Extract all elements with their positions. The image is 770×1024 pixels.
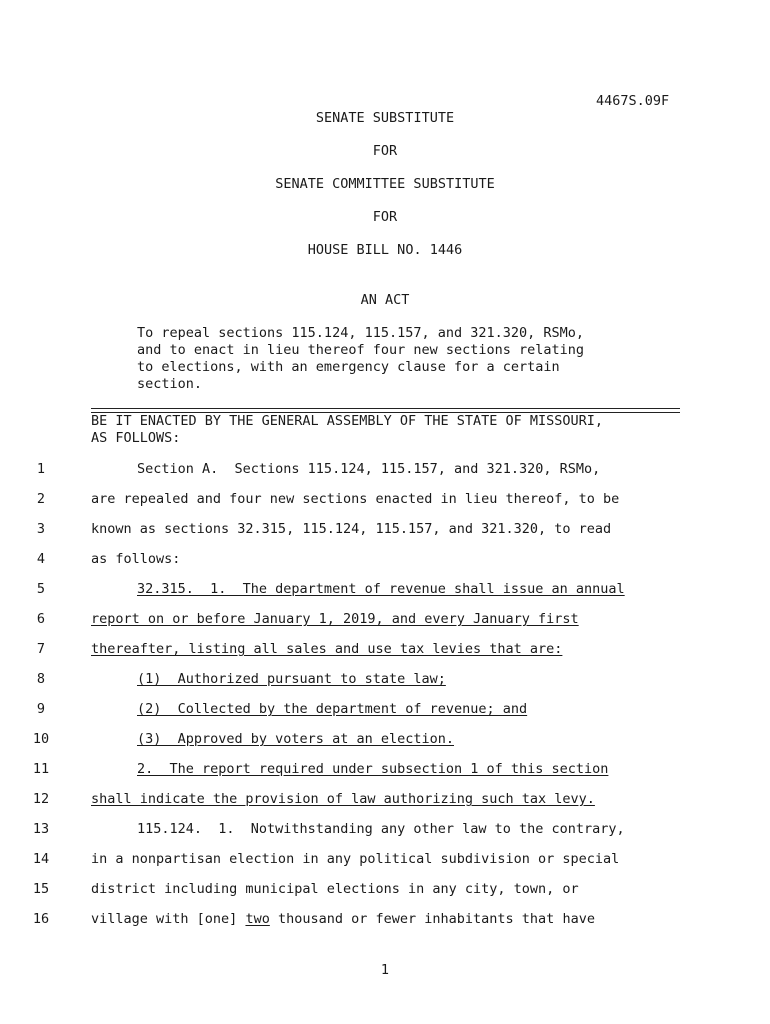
body-line (0, 551, 770, 581)
line-text: are repealed and four new sections enacted in lieu thereof, to be (91, 491, 620, 507)
body-line (0, 911, 770, 941)
line-number: 7 (36, 641, 46, 657)
heading-for-1: FOR (372, 143, 398, 159)
body-line (0, 521, 770, 551)
body-line (0, 701, 770, 731)
line-text-inserted: (2) Collected by the department of revenue; and (137, 701, 528, 717)
line-text-inserted: (1) Authorized pursuant to state law; (137, 671, 446, 687)
enacting-clause (91, 413, 603, 447)
enacting-line: AS FOLLOWS: (91, 430, 181, 446)
line-number: 10 (32, 731, 50, 747)
body-line (0, 611, 770, 641)
line-number: 3 (36, 521, 46, 537)
line-number: 13 (32, 821, 50, 837)
line-number: 11 (32, 761, 50, 777)
line-text-segment: thousand or fewer inhabitants that have (269, 911, 595, 927)
inserted-text: two (245, 911, 270, 927)
body-line (0, 491, 770, 521)
heading-senate-substitute: SENATE SUBSTITUTE (315, 110, 455, 126)
act-summary (137, 325, 657, 393)
line-text-inserted: (3) Approved by voters at an election. (137, 731, 454, 747)
body-line (0, 671, 770, 701)
document-id: 4467S.09F (596, 93, 670, 109)
heading-for-2: FOR (372, 209, 398, 225)
body-line (0, 461, 770, 491)
line-text: district including municipal elections in any city, town, or (91, 881, 579, 897)
body-line (0, 851, 770, 881)
line-text-inserted: shall indicate the provision of law authorizing such tax levy. (91, 791, 595, 807)
line-number: 4 (36, 551, 46, 567)
line-text-inserted: 32.315. 1. The department of revenue shall issue an annual (137, 581, 625, 597)
enacting-line: BE IT ENACTED BY THE GENERAL ASSEMBLY OF THE STATE OF MISSOURI, (91, 413, 604, 429)
summary-line: to elections, with an emergency clause for a certain (137, 359, 560, 375)
line-text: known as sections 32.315, 115.124, 115.157, and 321.320, to read (91, 521, 612, 537)
line-text-inserted: report on or before January 1, 2019, and every January first (91, 611, 579, 627)
line-number: 16 (32, 911, 50, 927)
line-text: Section A. Sections 115.124, 115.157, and 321.320, RSMo, (137, 461, 601, 477)
bill-body (0, 461, 770, 941)
body-line (0, 761, 770, 791)
line-number: 12 (32, 791, 50, 807)
body-line (0, 881, 770, 911)
line-number: 6 (36, 611, 46, 627)
deleted-text: [one] (196, 911, 238, 927)
heading-house-bill: HOUSE BILL NO. 1446 (307, 242, 463, 258)
line-number: 8 (36, 671, 46, 687)
line-number: 2 (36, 491, 46, 507)
act-title: AN ACT (360, 292, 410, 308)
line-text: in a nonpartisan election in any political subdivision or special (91, 851, 620, 867)
summary-line: To repeal sections 115.124, 115.157, and 321.320, RSMo, (137, 325, 585, 341)
line-text (91, 911, 595, 927)
line-text-inserted: 2. The report required under subsection 1 of this section (137, 761, 609, 777)
line-text: as follows: (91, 551, 181, 567)
line-text-inserted: thereafter, listing all sales and use tax levies that are: (91, 641, 563, 657)
line-number: 5 (36, 581, 46, 597)
line-number: 14 (32, 851, 50, 867)
body-line (0, 581, 770, 611)
body-line (0, 731, 770, 761)
line-number: 9 (36, 701, 46, 717)
body-line (0, 821, 770, 851)
summary-line: section. (137, 376, 203, 392)
body-line (0, 641, 770, 671)
heading-committee-substitute: SENATE COMMITTEE SUBSTITUTE (275, 176, 495, 192)
summary-line: and to enact in lieu thereof four new sections relating (137, 342, 585, 358)
body-line (0, 791, 770, 821)
page-number: 1 (380, 962, 390, 978)
line-text: 115.124. 1. Notwithstanding any other law to the contrary, (137, 821, 625, 837)
divider-rule (91, 408, 680, 409)
line-number: 1 (36, 461, 46, 477)
line-number: 15 (32, 881, 50, 897)
line-text-segment: village with (91, 911, 197, 927)
